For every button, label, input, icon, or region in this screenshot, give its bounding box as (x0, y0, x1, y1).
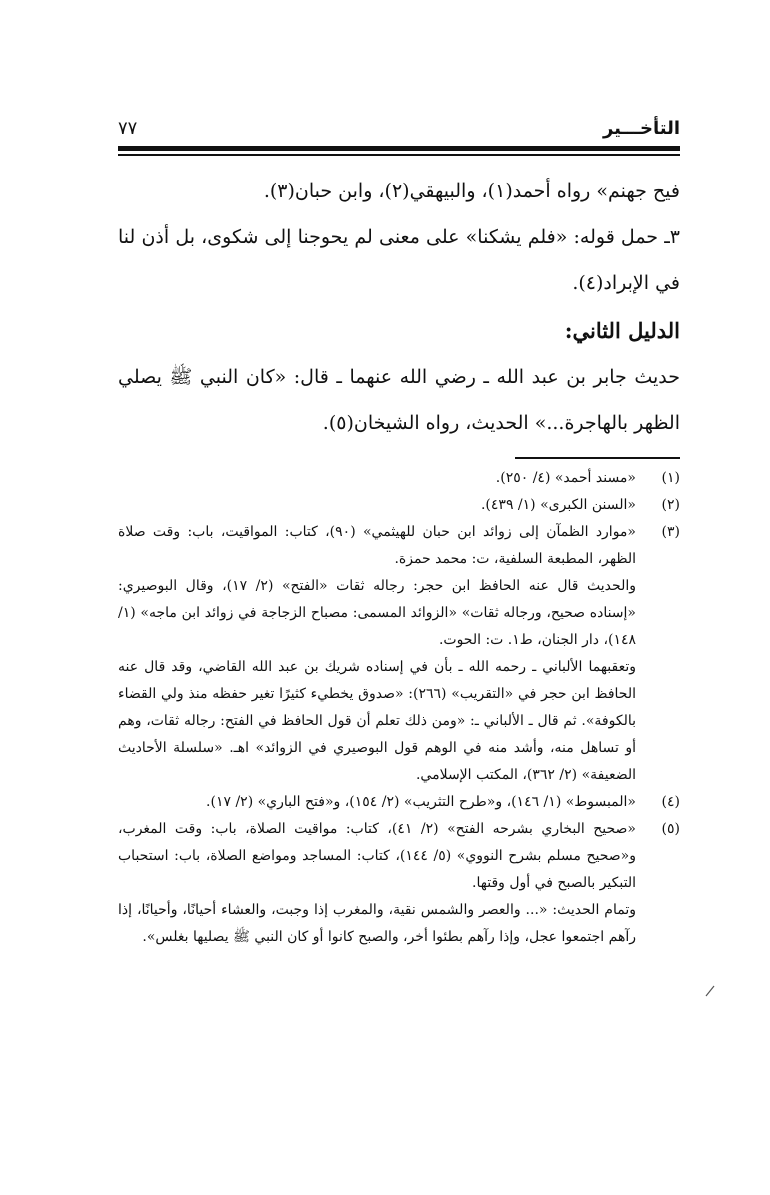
main-paragraph-1: فيح جهنم» رواه أحمد(١)، والبيهقي(٢)، وابن حبان(٣). (263, 180, 680, 202)
page-number: ٧٧ (118, 118, 138, 139)
section-heading: الدليل الثاني: (564, 318, 680, 343)
footnote-number: (٥) (661, 821, 680, 837)
footnote-4 (118, 789, 680, 816)
footnote-number: (٤) (661, 794, 680, 810)
footnote-text: «مسند أحمد» (٤/ ٢٥٠). (495, 470, 636, 486)
main-paragraph-2: ٣ـ حمل قوله: «فلم يشكنا» على معنى لم يحوجنا إلى شكوى، بل أذن لنا في الإبراد(٤). (118, 226, 680, 294)
main-paragraph-3: حديث جابر بن عبد الله ـ رضي الله عنهما ـ قال: «كان النبي ﷺ يصلي الظهر بالهاجرة...» الحديث، رواه الشيخان(٥). (118, 366, 680, 434)
footnote-text: «موارد الظمآن إلى زوائد ابن حبان للهيثمي» (٩٠)، كتاب: المواقيت، باب: وقت صلاة الظهر، المطبعة السلفية، ت: محمد حمزة. (118, 524, 636, 567)
footnote-text: وتعقبهما الألباني ـ رحمه الله ـ بأن في إسناده شريك بن عبد الله القاضي، وقد قال عنه الحافظ ابن حجر في «التقريب» (٢٦٦): «صدوق يخطيء كثيرًا تغير حفظه منذ ولي القضاء بالكوفة». ثم قال ـ الألباني ـ: «ومن ذلك تعلم أن قول الحافظ في الفتح: رجاله ثقات، وهم أو تساهل منه، وأشد منه في الوهم قول البوصيري في الزوائد» اهـ. «سلسلة الأحاديث الضعيفة» (٢/ ٣٦٢)، المكتب الإسلامي. (118, 659, 636, 783)
footnote-2 (118, 492, 680, 519)
running-title: التأخـــير (602, 118, 680, 139)
running-header (118, 118, 680, 144)
footnote-5 (118, 816, 680, 951)
footnotes (118, 465, 680, 951)
main-text (118, 168, 680, 446)
footnote-1 (118, 465, 680, 492)
footnote-text: «السنن الكبرى» (١/ ٤٣٩). (480, 497, 636, 513)
footnote-number: (١) (661, 470, 680, 486)
footnote-text: «المبسوط» (١/ ١٤٦)، و«طرح التثريب» (٢/ ١٥٤)، و«فتح الباري» (٢/ ١٧). (206, 794, 636, 810)
footnote-number: (٢) (661, 497, 680, 513)
header-rule-thin (118, 154, 680, 156)
footnote-separator (515, 457, 680, 459)
header-rule-thick (118, 146, 680, 151)
footnote-text: وتمام الحديث: «... والعصر والشمس نقية، والمغرب إذا وجبت، والعشاء أحيانًا، وأحيانًا، إذا رآهم اجتمعوا عجل، وإذا رآهم بطئوا أخر، والصبح كانوا أو كان النبي ﷺ يصليها بغلس». (118, 902, 636, 945)
pen-mark (704, 985, 716, 997)
footnote-text: «صحيح البخاري بشرحه الفتح» (٢/ ٤١)، كتاب: مواقيت الصلاة، باب: وقت المغرب، و«صحيح مسلم بشرح النووي» (٥/ ١٤٤)، كتاب: المساجد ومواضع الصلاة، باب: استحباب التبكير بالصبح في أول وقتها. (118, 821, 636, 891)
footnote-number: (٣) (661, 524, 680, 540)
footnote-3 (118, 519, 680, 789)
footnote-text: والحديث قال عنه الحافظ ابن حجر: رجاله ثقات «الفتح» (٢/ ١٧)، وقال البوصيري: «إسناده صحيح، ورجاله ثقات» «الزوائد المسمى: مصباح الزجاجة في زوائد ابن ماجه» (١/ ١٤٨)، دار الجنان، ط١. ت: الحوت. (118, 578, 636, 648)
